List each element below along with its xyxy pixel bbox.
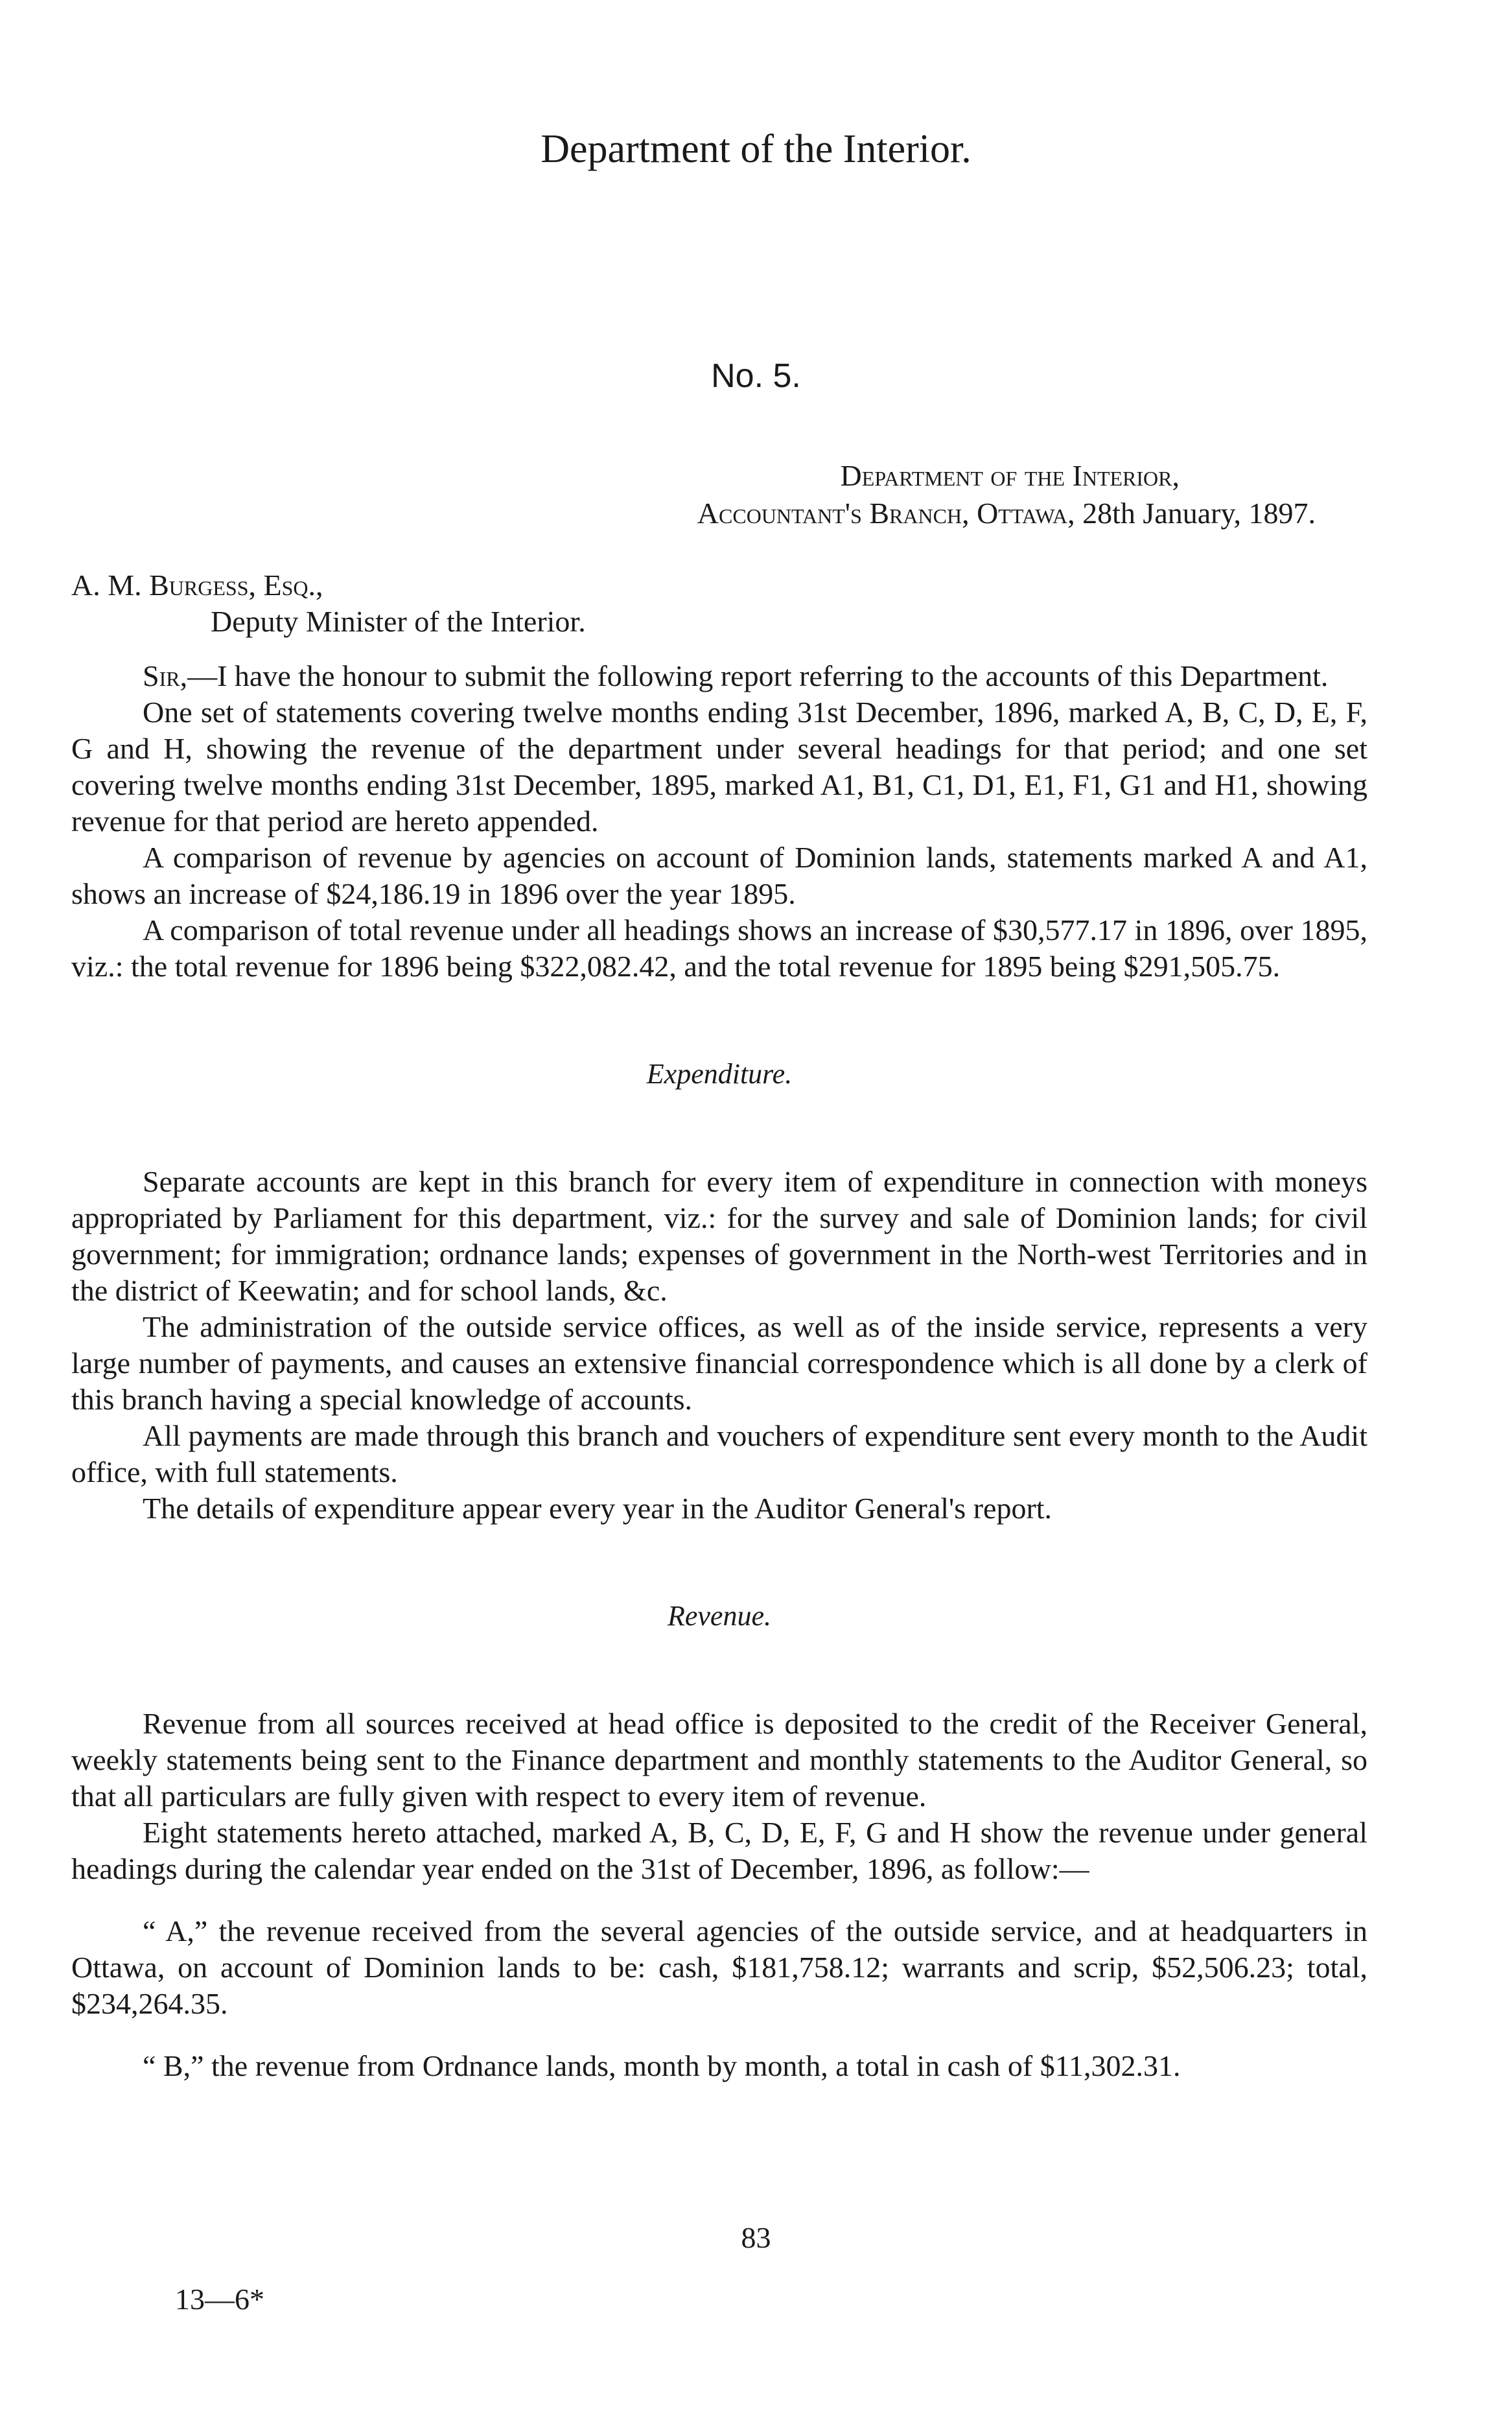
addressee-name: A. M. Burgess, Esq., xyxy=(71,569,323,602)
letterhead-branch: Accountant's Branch, Ottawa, xyxy=(697,497,1075,530)
paragraph: One set of statements covering twelve months ending 31st December, 1896, marked A, B, C, D, E, F, G and H, showing the revenue of the department under several headings for that period; and one set covering twelve months ending 31st December, 1895, marked A1, B1, C1, D1, E1, F1, G1 and H1, showing revenue for that period are hereto appended. xyxy=(71,696,1367,838)
letterhead xyxy=(0,457,1316,532)
addressee-title: Deputy Minister of the Interior. xyxy=(211,605,586,638)
letter-date: 28th January, 1897. xyxy=(1082,497,1316,530)
page-number: 83 xyxy=(741,2221,771,2254)
statement-item-a: “ A,” the revenue received from the several agencies of the outside service, and at headquarters in Ottawa, on account of Dominion lands to be: cash, $181,758.12; warrants and scrip, $52,506.23; total, $234,264.35. xyxy=(71,1914,1367,2020)
section-heading-revenue: Revenue. xyxy=(668,1600,771,1632)
paragraph: A comparison of total revenue under all headings shows an increase of $30,577.17 in 1896, over 1895, viz.: the total revenue for 1896 being $322,082.42, and the total revenue for 1895 being $291,505.75. xyxy=(71,913,1367,983)
letterhead-branch-date xyxy=(0,495,1316,532)
addressee-block xyxy=(71,567,586,640)
paragraph: A comparison of revenue by agencies on account of Dominion lands, statements marked A and A1, shows an increase of $24,186.19 in 1896 over the year 1895. xyxy=(71,841,1367,910)
paragraph: The administration of the outside service offices, as well as of the inside service, represents a very large number of payments, and causes an extensive financial correspondence which is all done by a clerk of this branch having a special knowledge of accounts. xyxy=(71,1310,1367,1416)
letter-body xyxy=(71,658,1367,2084)
signature-mark: 13—6* xyxy=(175,2283,264,2316)
paragraph: Eight statements hereto attached, marked A, B, C, D, E, F, G and H show the revenue under general headings during the calendar year ended on the 31st of December, 1896, as follow:— xyxy=(71,1816,1367,1885)
paragraph: Revenue from all sources received at head office is deposited to the credit of the Receiver General, weekly statements being sent to the Finance department and monthly statements to the Auditor General, so that all particulars are fully given with respect to every item of revenue. xyxy=(71,1707,1367,1813)
paragraph: Separate accounts are kept in this branch for every item of expenditure in connection with moneys appropriated by Parliament for this department, viz.: for the survey and sale of Dominion lands; for civil government; for immigration; ordnance lands; expenses of government in the North-west Territories and in the district of Keewatin; and for school lands, &c. xyxy=(71,1165,1367,1307)
paragraph: The details of expenditure appear every year in the Auditor General's report. xyxy=(143,1492,1053,1525)
letterhead-department: Department of the Interior, xyxy=(840,459,1180,492)
paragraph: All payments are made through this branch and vouchers of expenditure sent every month to the Audit office, with full statements. xyxy=(71,1419,1367,1488)
statement-item-b: “ B,” the revenue from Ordnance lands, month by month, a total in cash of $11,302.31. xyxy=(143,2049,1181,2082)
paragraph-text: —I have the honour to submit the following report referring to the accounts of this Department. xyxy=(187,659,1329,692)
report-number: No. 5. xyxy=(711,357,801,395)
section-heading-expenditure: Expenditure. xyxy=(646,1058,793,1090)
page-header: Department of the Interior. xyxy=(541,127,971,171)
paragraph xyxy=(71,658,1367,694)
salutation: Sir, xyxy=(143,659,188,692)
